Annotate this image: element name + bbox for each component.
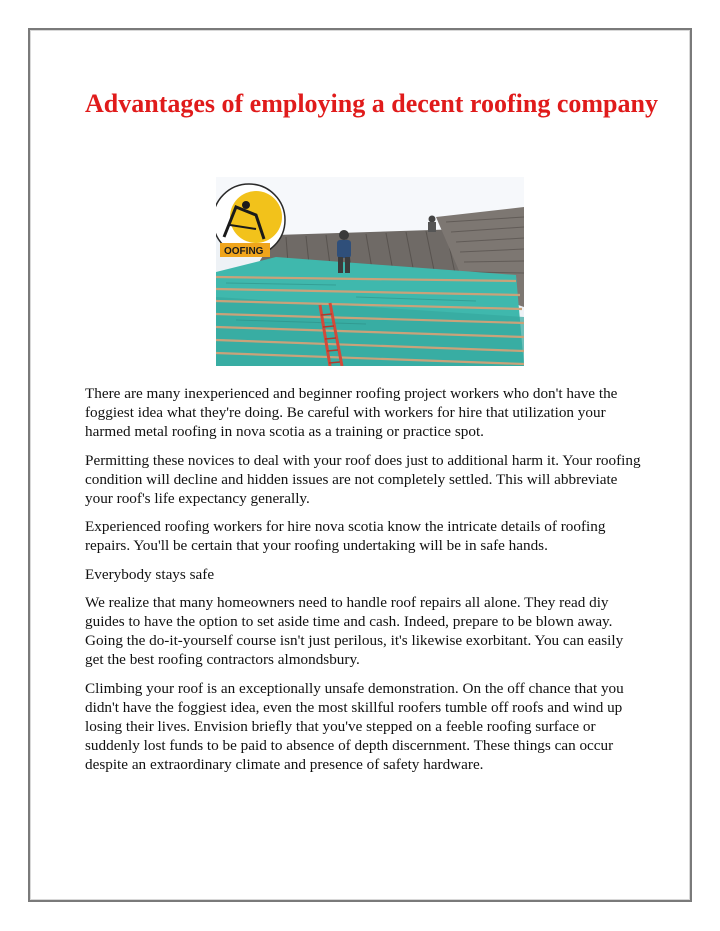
paragraph: We realize that many homeowners need to handle roof repairs all alone. They read diy guides to have the option to set aside time and cash. Indeed, prepare to be blown away. Going the do-it-yourself course isn't just perilous, it's likewise exorbitant. You can easily get the best roofing contractors almondsbury. <box>85 593 624 669</box>
paragraph: Permitting these novices to deal with your roof does just to additional harm it. Your roofing condition will decline and hidden issues are not completely settled. This will abbreviate your roof's life expectancy generally. <box>85 451 641 508</box>
company-logo <box>216 184 285 257</box>
roofing-photo <box>216 177 524 366</box>
svg-text:OOFING: OOFING <box>224 246 264 257</box>
article-body <box>85 384 645 784</box>
paragraph: There are many inexperienced and beginner roofing project workers who don't have the foggiest idea what they're doing. Be careful with workers for hire that utilization your harmed metal roofing in nova scotia as a training or practice spot. <box>85 385 618 441</box>
paragraph: Experienced roofing workers for hire nova scotia know the intricate details of roofing repairs. You'll be certain that your roofing undertaking will be in safe hands. <box>85 518 606 555</box>
paragraph: Climbing your roof is an exceptionally unsafe demonstration. On the off chance that you didn't have the foggiest idea, even the most skillful roofers tumble off roofs and wind up losing their lives. Envision briefly that you've stepped on a feeble roofing surface or suddenly lost funds to be paid to absence of depth discernment. These things can occur despite an extraordinary climate and presence of safety hardware. <box>85 679 624 774</box>
page-title: Advantages of employing a decent roofing company <box>85 89 658 118</box>
subheading: Everybody stays safe <box>85 565 215 583</box>
